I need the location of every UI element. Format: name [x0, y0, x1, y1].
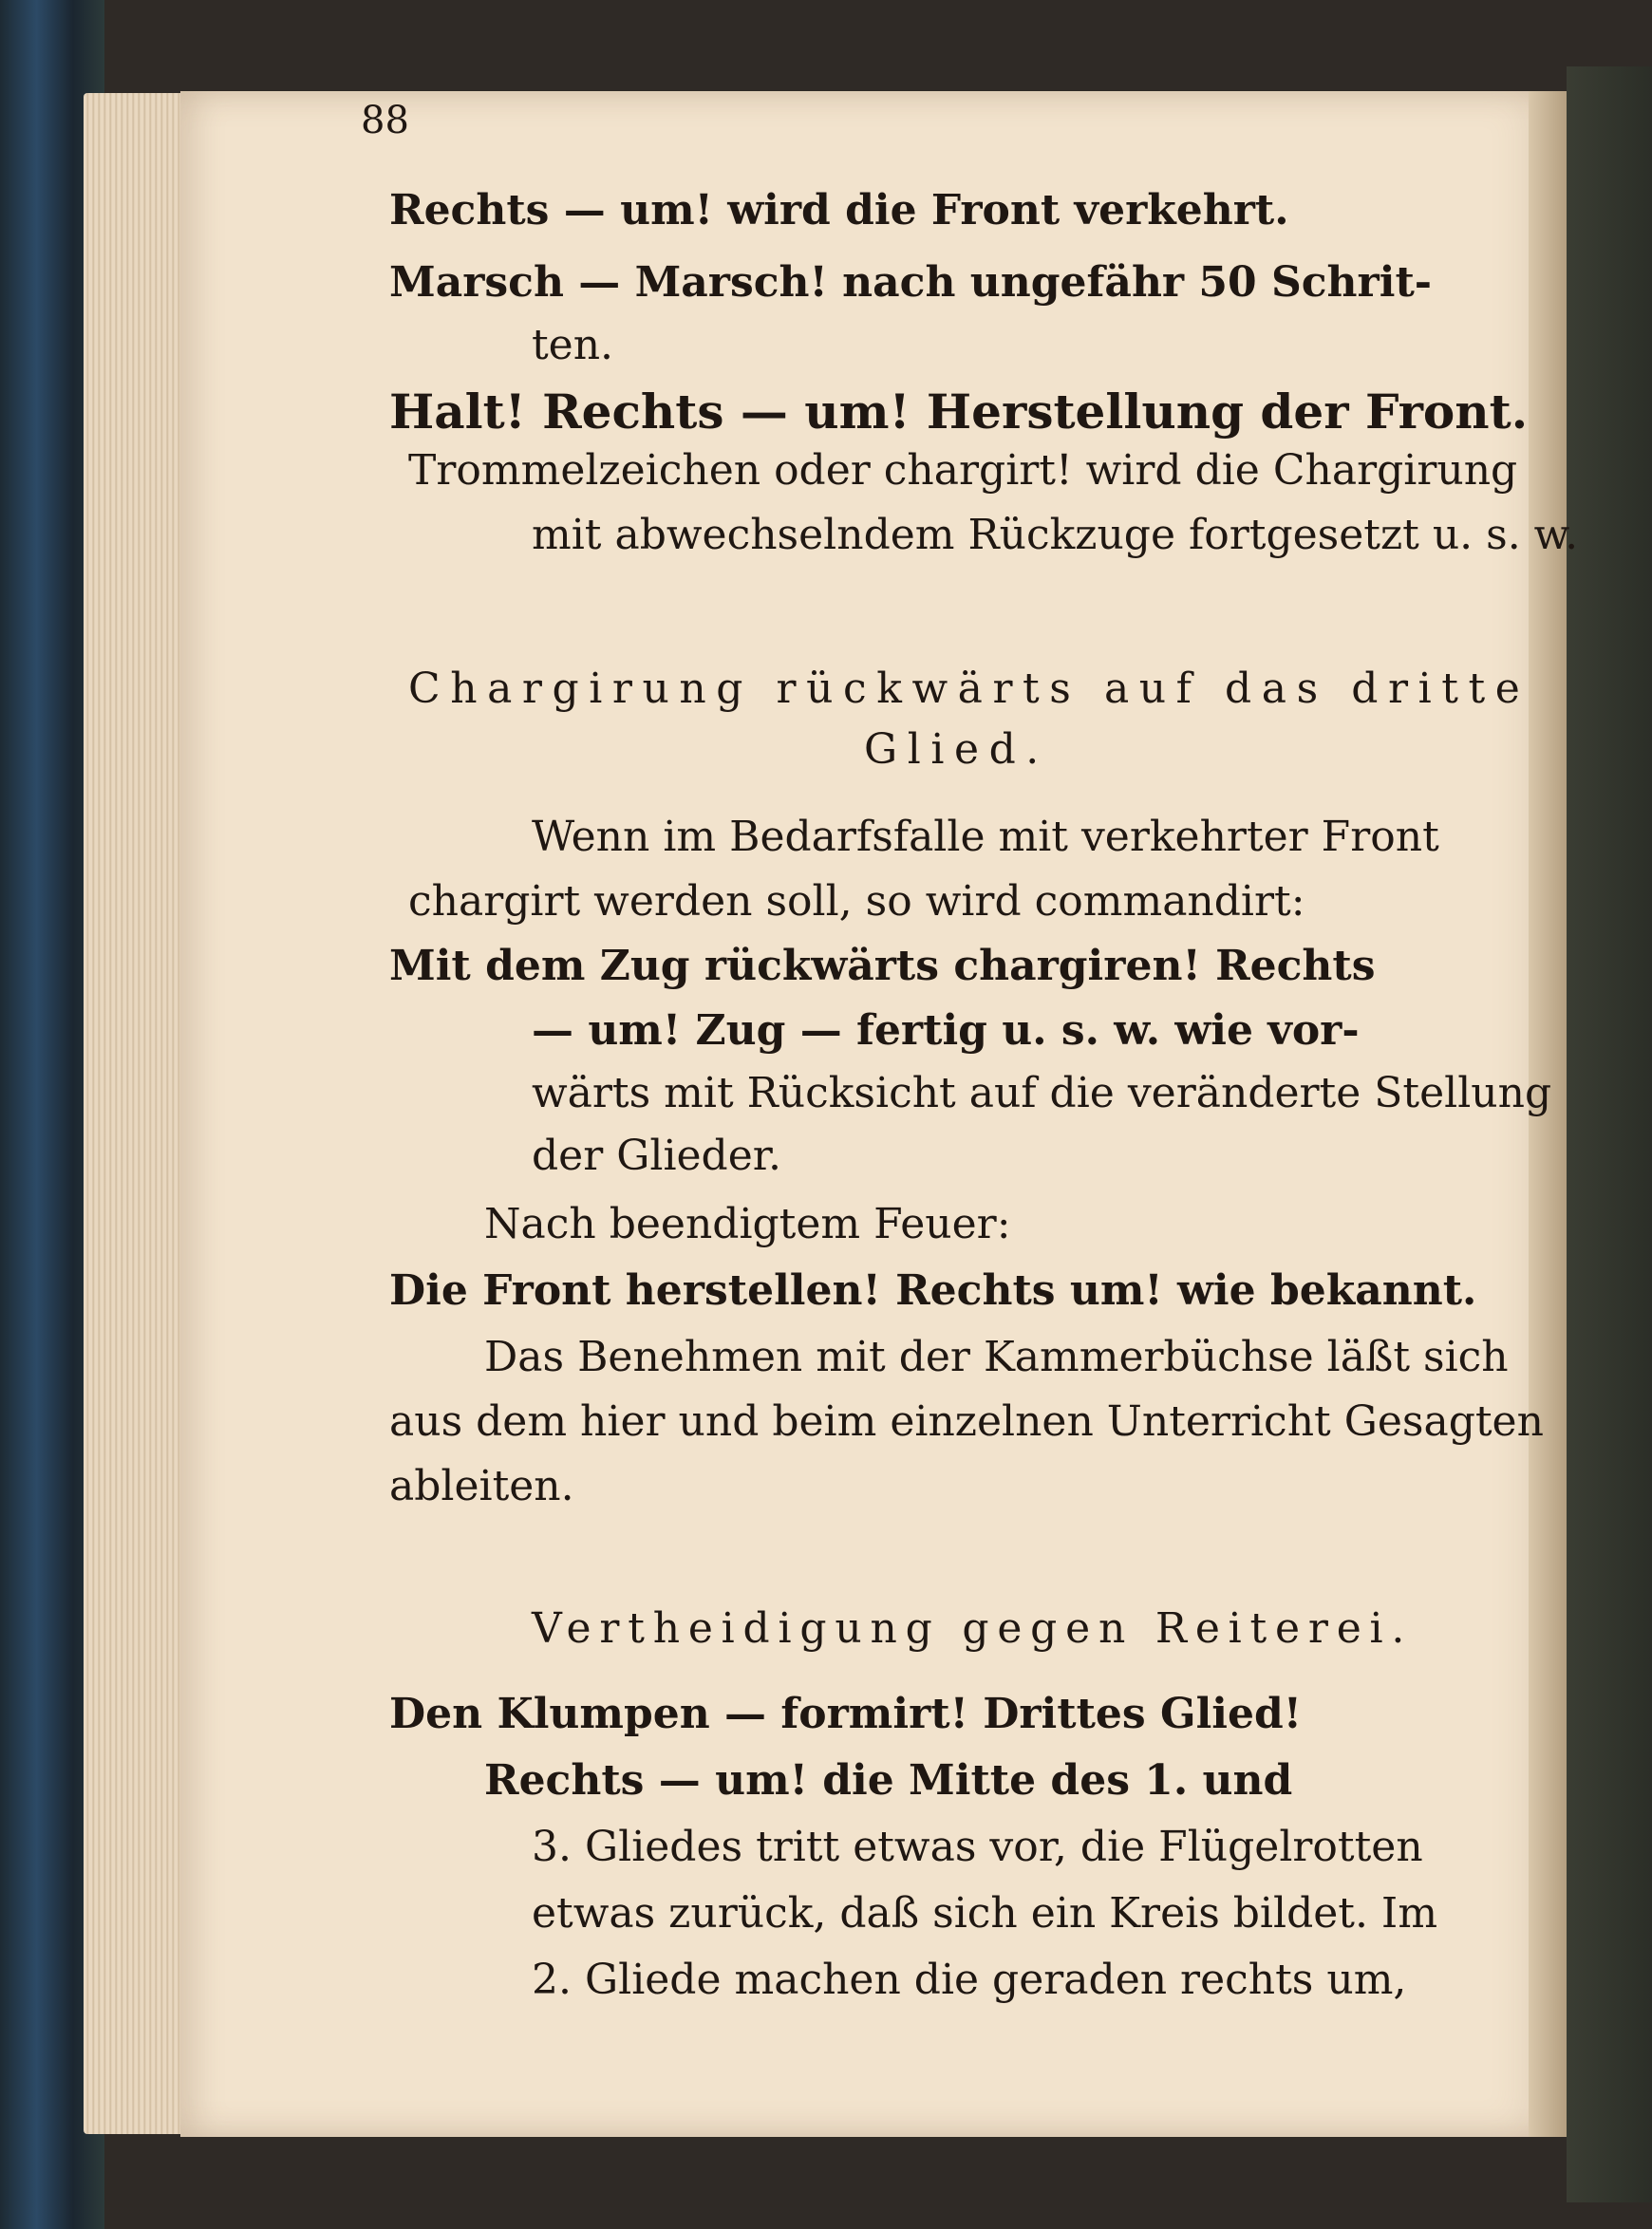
text-line: etwas zurück, daß sich ein Kreis bildet. Im	[532, 1889, 1438, 1938]
text-line: Nach beendigtem Feuer:	[484, 1200, 1011, 1248]
text-line: Die Front herstellen! Rechts um! wie bekannt.	[389, 1266, 1477, 1315]
text-line: 3. Gliedes tritt etwas vor, die Flügelrotten	[532, 1823, 1423, 1871]
text-line: aus dem hier und beim einzelnen Unterricht Gesagten	[389, 1397, 1544, 1446]
text-line: Rechts — um! wird die Front verkehrt.	[389, 186, 1289, 234]
text-line: Trommelzeichen oder chargirt! wird die Chargirung	[408, 446, 1518, 495]
text-line: Halt! Rechts — um! Herstellung der Front.	[389, 384, 1529, 440]
section-heading: Glied.	[864, 725, 1049, 774]
text-line: Rechts — um! die Mitte des 1. und	[484, 1756, 1293, 1805]
text-line: chargirt werden soll, so wird commandirt:	[408, 877, 1305, 926]
text-line: ten.	[532, 321, 614, 369]
text-line: Den Klumpen — formirt! Drittes Glied!	[389, 1690, 1303, 1738]
text-line: Mit dem Zug rückwärts chargiren! Rechts	[389, 942, 1376, 990]
text-line: wärts mit Rücksicht auf die veränderte Stellung	[532, 1069, 1552, 1117]
text-line: mit abwechselndem Rückzuge fortgesetzt u. s. w.	[532, 511, 1579, 559]
text-line: Wenn im Bedarfsfalle mit verkehrter Front	[532, 813, 1439, 861]
text-line: 2. Gliede machen die geraden rechts um,	[532, 1956, 1407, 2004]
text-line: — um! Zug — fertig u. s. w. wie vor-	[532, 1006, 1360, 1055]
text-line: ableiten.	[389, 1462, 574, 1510]
text-line: Das Benehmen mit der Kammerbüchse läßt sich	[484, 1333, 1509, 1381]
text-line: der Glieder.	[532, 1132, 781, 1180]
text-line: Marsch — Marsch! nach ungefähr 50 Schrit-	[389, 258, 1433, 307]
book-cover-right	[1567, 66, 1652, 2202]
page-number: 88	[361, 99, 409, 142]
page-edges	[84, 93, 190, 2134]
section-heading: Vertheidigung gegen Reiterei.	[532, 1604, 1414, 1653]
section-heading: Chargirung rückwärts auf das dritte	[408, 665, 1530, 713]
